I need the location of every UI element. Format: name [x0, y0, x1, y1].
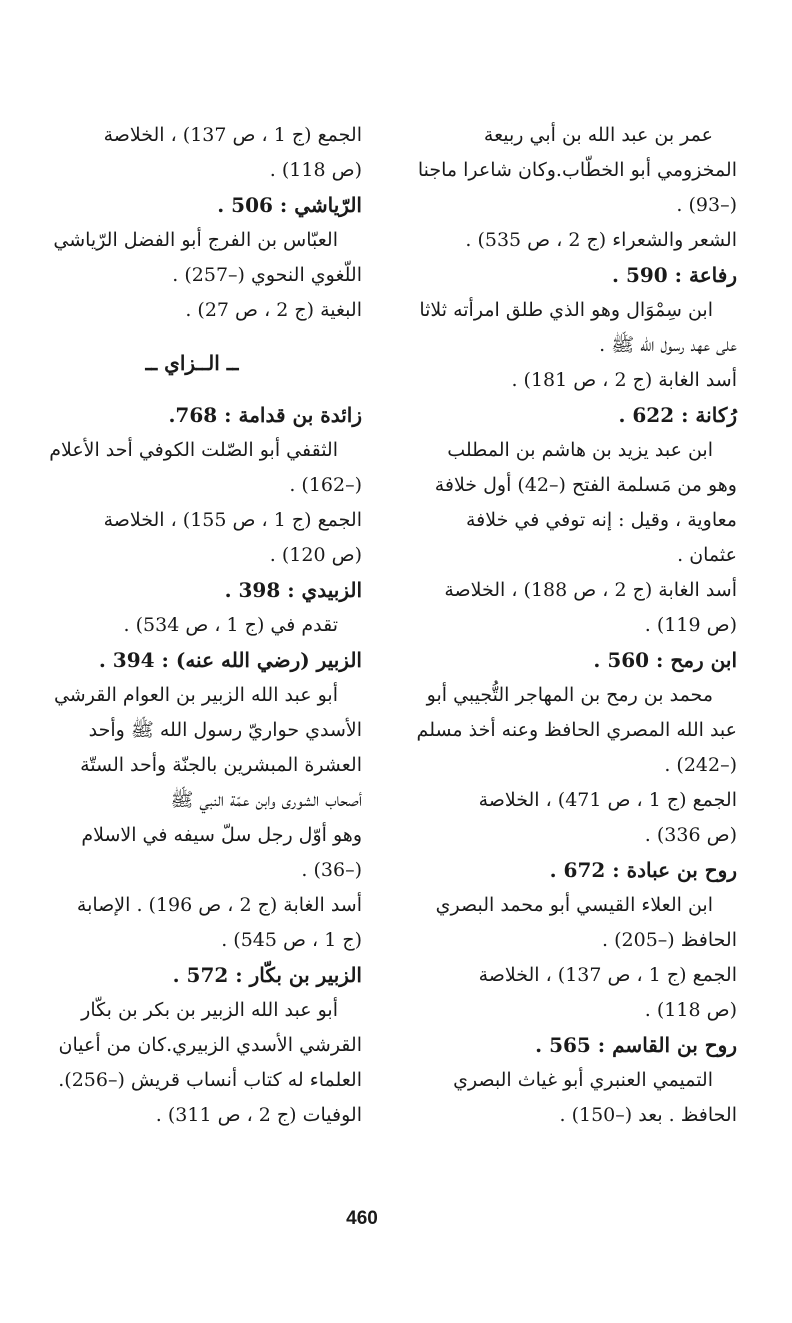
text-line: (–36) . — [301, 859, 362, 881]
text-line: التميمي العنبري أبو غياث البصري — [453, 1069, 713, 1091]
text-line: ابن عبد يزيد بن هاشم بن المطلب — [447, 439, 713, 461]
text-line: معاوية ، وقيل : إنه توفي في خلافة — [465, 509, 737, 531]
text-line: (–93) . — [676, 194, 737, 216]
text-line: (–242) . — [664, 754, 737, 776]
left-column — [22, 118, 362, 1133]
text-line: الجمع (ج 1 ، ص 137) ، الخلاصة — [478, 964, 737, 986]
text-line: الحافظ . بعد (–150) . — [559, 1104, 737, 1126]
entry-heading: ابن رمح : 560 . — [593, 648, 737, 672]
text-line: (ص 120) . — [269, 544, 362, 566]
text-line: (ص 118) . — [269, 159, 362, 181]
text-line: (ص 336) . — [644, 824, 737, 846]
entry-heading: رفاعة : 590 . — [612, 263, 737, 287]
left-column-bottom — [22, 398, 362, 1133]
page-number: 460 — [346, 1208, 378, 1229]
text-line: الثقفي أبو الصّلت الكوفي أحد الأعلام — [49, 439, 338, 461]
text-line: (ص 119) . — [644, 614, 737, 636]
text-line: عثمان . — [677, 544, 737, 566]
text-line: أسد الغابة (ج 2 ، ص 188) ، الخلاصة — [444, 579, 737, 601]
text-line: (ج 1 ، ص 545) . — [221, 929, 362, 951]
entry-heading: زائدة بن قدامة : 768. — [168, 403, 362, 427]
entry-heading: الزبير بن بكّار : 572 . — [172, 963, 362, 987]
section-title: ــ الــزاي ــ — [145, 351, 239, 375]
text-line: أبو عبد الله الزبير بن بكر بن بكّار — [81, 999, 338, 1021]
text-line: الجمع (ج 1 ، ص 155) ، الخلاصة — [103, 509, 362, 531]
text-line: العشرة المبشرين بالجنّة وأحد الستّة — [80, 754, 362, 776]
text-line: أسد الغابة (ج 2 ، ص 196) . الإصابة — [76, 894, 362, 916]
entry-heading: روح بن عبادة : 672 . — [549, 858, 737, 882]
entry-heading: روح بن القاسم : 565 . — [535, 1033, 737, 1057]
left-column-top — [22, 118, 362, 328]
text-line: الحافظ (–205) . — [602, 929, 737, 951]
entry-heading: الزبيدي : 398 . — [224, 578, 362, 602]
entry-heading: الزبير (رضي الله عنه) : 394 . — [98, 648, 362, 672]
entry-heading: رُكانة : 622 . — [618, 403, 737, 427]
text-line: على عهد رسول الله ﷺ . — [599, 334, 737, 356]
text-line: (ص 118) . — [644, 999, 737, 1021]
text-line: المخزومي أبو الخطّاب.وكان شاعرا ماجنا — [417, 159, 737, 181]
text-line: تقدم في (ج 1 ، ص 534) . — [123, 614, 338, 636]
text-line: ابن سِمْوَال وهو الذي طلق امرأته ثلاثا — [419, 299, 713, 321]
text-line: البغية (ج 2 ، ص 27) . — [185, 299, 362, 321]
text-line: الأسدي حواريّ رسول الله ﷺ وأحد — [88, 719, 362, 741]
text-line: عمر بن عبد الله بن أبي ربيعة — [483, 124, 713, 146]
text-line: وهو أوّل رجل سلّ سيفه في الاسلام — [81, 824, 362, 846]
text-line: الوفيات (ج 2 ، ص 311) . — [155, 1104, 362, 1126]
text-line: أصحاب الشورى وابن عمّة النبي ﷺ — [170, 789, 362, 811]
text-line: (–162) . — [289, 474, 362, 496]
text-line: أسد الغابة (ج 2 ، ص 181) . — [511, 369, 737, 391]
text-line: محمد بن رمح بن المهاجر التُّجيبي أبو — [426, 684, 713, 706]
text-line: الجمع (ج 1 ، ص 137) ، الخلاصة — [103, 124, 362, 146]
text-line: اللّغوي النحوي (–257) . — [172, 264, 362, 286]
text-line: القرشي الأسدي الزبيري.كان من أعيان — [58, 1034, 362, 1056]
text-line: العبّاس بن الفرج أبو الفضل الرّياشي — [53, 229, 338, 251]
text-line: الشعر والشعراء (ج 2 ، ص 535) . — [465, 229, 737, 251]
entry-heading: الرّياشي : 506 . — [217, 193, 362, 217]
text-line: الجمع (ج 1 ، ص 471) ، الخلاصة — [478, 789, 737, 811]
text-line: العلماء له كتاب أنساب قريش (–256). — [58, 1069, 362, 1091]
text-line: أبو عبد الله الزبير بن العوام القرشي — [53, 684, 338, 706]
right-column — [397, 118, 737, 1133]
text-line: وهو من مَسلمة الفتح (–42) أول خلافة — [434, 474, 737, 496]
text-line: عبد الله المصري الحافظ وعنه أخذ مسلم — [416, 719, 737, 741]
text-line: ابن العلاء القيسي أبو محمد البصري — [435, 894, 713, 916]
